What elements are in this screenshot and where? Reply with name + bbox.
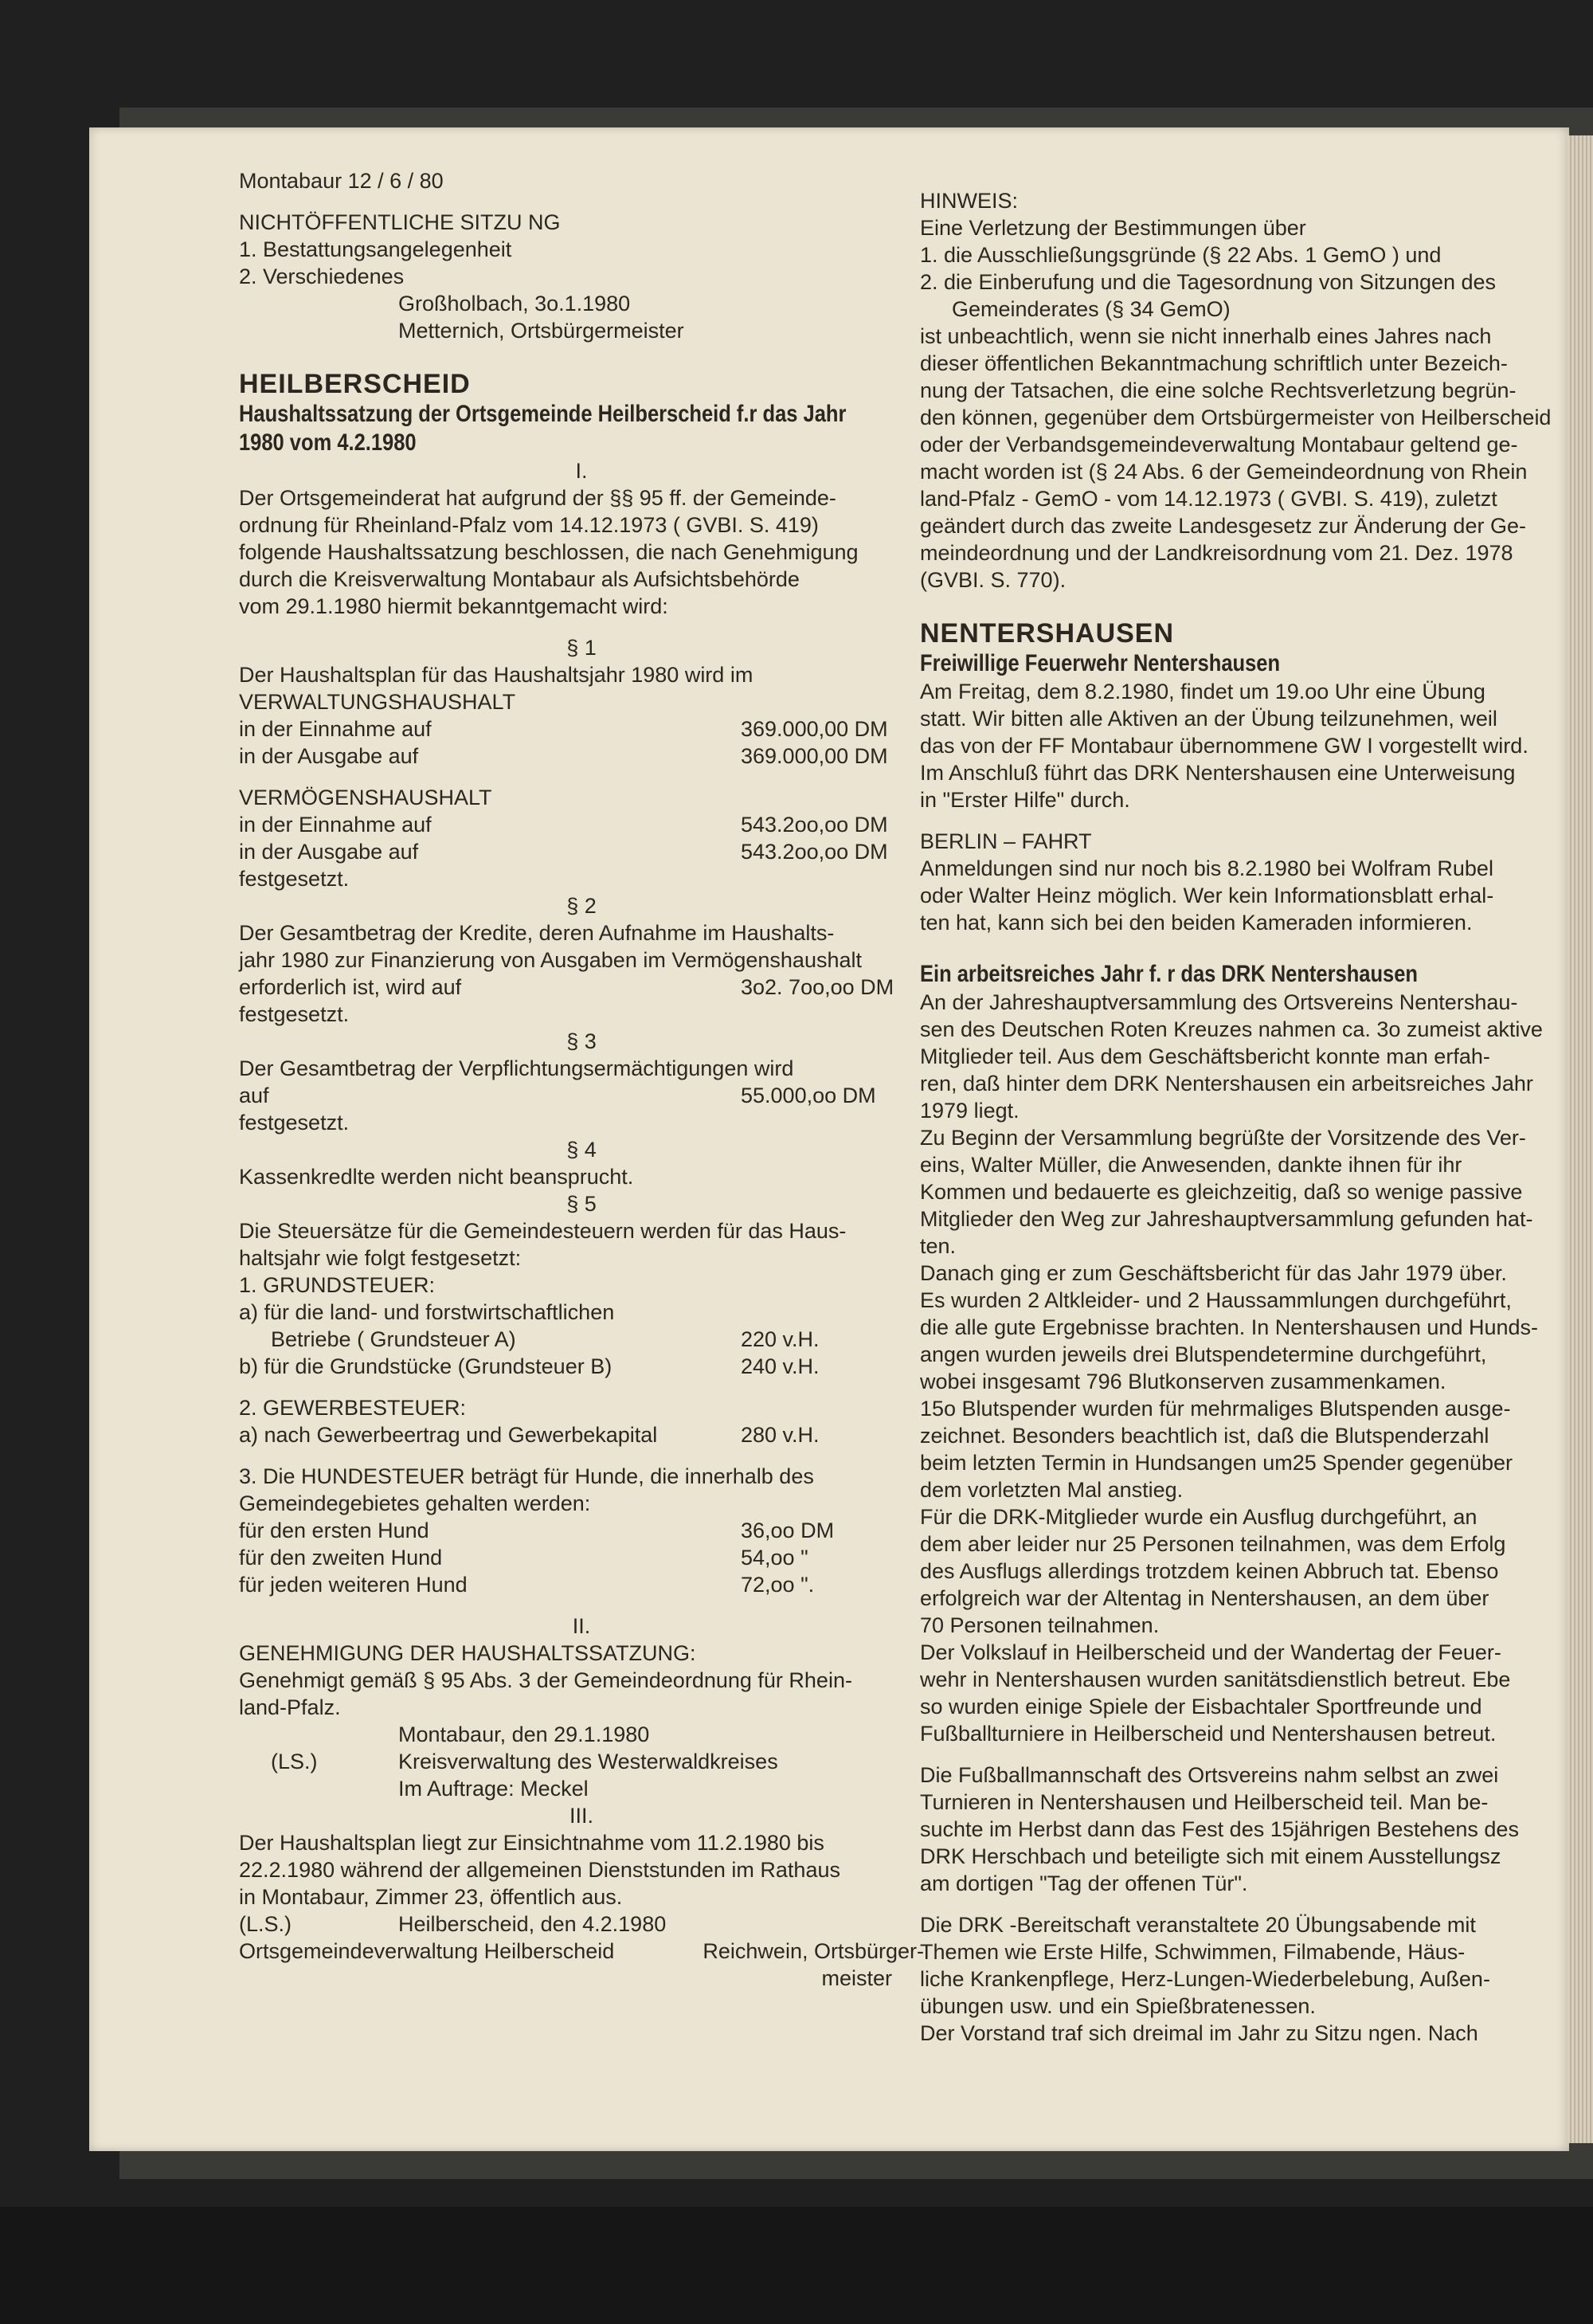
- notice-title: HINWEIS:: [920, 189, 1019, 213]
- drk-article-body-2: [920, 1762, 1557, 1897]
- berlin-trip-line: Anmeldungen sind nur noch bis 8.2.1980 bei Wolfram Rubel: [920, 856, 1493, 880]
- fire-brigade-line: in "Erster Hilfe" durch.: [920, 788, 1130, 812]
- fire-brigade-line: Im Anschluß führt das DRK Nentershausen eine Unterweisung: [920, 761, 1516, 785]
- tax-rate-label: Betriebe ( Grundsteuer A): [271, 1327, 516, 1351]
- fire-brigade-line: Am Freitag, dem 8.2.1980, findet um 19.oo Uhr eine Übung: [920, 680, 1485, 703]
- commitment-row: [239, 1082, 924, 1109]
- property-tax-a: a) für die land- und forstwirtschaftlichen: [239, 1300, 615, 1324]
- paragraph-3-closing: festgesetzt.: [239, 1111, 350, 1135]
- final-place: Heilberscheid, den 4.2.1980: [398, 1912, 667, 1936]
- right-column: [920, 187, 1557, 2047]
- berlin-trip-line: oder Walter Heinz möglich. Wer kein Informationsblatt erhal-: [920, 884, 1494, 907]
- article-line: dem aber leider nur 25 Personen teilnahmen, was dem Erfolg: [920, 1532, 1506, 1556]
- property-tax-title: 1. GRUNDSTEUER:: [239, 1273, 436, 1297]
- paragraph-2-label: § 2: [566, 894, 597, 918]
- budget-row-amount: 543.2oo,oo DM: [741, 813, 888, 837]
- final-admin: Ortsgemeindeverwaltung Heilberscheid: [239, 1939, 615, 1963]
- dog-tax-row: [239, 1517, 924, 1544]
- article-line: 70 Personen teilnahmen.: [920, 1613, 1160, 1637]
- article-line: die alle gute Ergebnisse brachten. In Nentershausen und Hunds-: [920, 1315, 1538, 1339]
- credit-row: [239, 974, 924, 1001]
- notice-line: 1. die Ausschließungsgründe (§ 22 Abs. 1 GemO ) und: [920, 243, 1442, 267]
- final-text: 22.2.1980 während der allgemeinen Dienststunden im Rathaus: [239, 1858, 840, 1882]
- scan-bottom-margin: [0, 2207, 1593, 2324]
- intro-line: vom 29.1.1980 hiermit bekanntgemacht wird:: [239, 594, 668, 618]
- article-line: 1979 liegt.: [920, 1099, 1020, 1123]
- tax-rate-label: a) nach Gewerbeertrag und Gewerbekapital: [239, 1423, 658, 1447]
- notice-line: Eine Verletzung der Bestimmungen über: [920, 216, 1306, 240]
- tax-rate-value: 220 v.H.: [741, 1327, 820, 1351]
- article-line: übungen usw. und ein Spießbratenessen.: [920, 1994, 1316, 2018]
- closed-session-title: NICHTÖFFENTLICHE SITZU NG: [239, 210, 561, 234]
- notice-line: geändert durch das zweite Landesgesetz zur Änderung der Ge-: [920, 514, 1526, 538]
- drk-article-title: Ein arbeitsreiches Jahr f. r das DRK Nentershausen: [920, 961, 1418, 987]
- budget-row-label: in der Ausgabe auf: [239, 744, 419, 768]
- budget-row-amount: 543.2oo,oo DM: [741, 840, 888, 864]
- seal-mark: (L.S.): [239, 1912, 292, 1936]
- budget-statute-title-2: 1980 vom 4.2.1980: [239, 429, 417, 456]
- article-line: des Ausflugs allerdings trotzdem keinen Abbruch tat. Ebenso: [920, 1559, 1499, 1583]
- final-admin-row: [239, 1938, 924, 1965]
- budget-row-amount: 369.000,00 DM: [741, 744, 888, 768]
- credit-row-amount: 3o2. 7oo,oo DM: [741, 975, 894, 999]
- paragraph-1-text: Der Haushaltsplan für das Haushaltsjahr 1980 wird im: [239, 663, 753, 687]
- paragraph-1-closing: festgesetzt.: [239, 867, 350, 891]
- dog-tax-row: [239, 1544, 924, 1571]
- closed-session-item: 2. Verschiedenes: [239, 265, 405, 288]
- dateline: Montabaur 12 / 6 / 80: [239, 169, 444, 193]
- dog-tax-label: für den zweiten Hund: [239, 1546, 443, 1570]
- budget-row: [239, 743, 924, 770]
- notice-line: oder der Verbandsgemeindeverwaltung Montabaur geltend ge-: [920, 433, 1518, 457]
- article-line: dem vorletzten Mal anstieg.: [920, 1478, 1184, 1502]
- tax-rate-row: [239, 1353, 924, 1380]
- approval-title: GENEHMIGUNG DER HAUSHALTSSATZUNG:: [239, 1641, 696, 1665]
- budget-row: [239, 715, 924, 743]
- paragraph-2-text: Der Gesamtbetrag der Kredite, deren Aufnahme im Haushalts-: [239, 921, 835, 945]
- paragraph-3-text: Der Gesamtbetrag der Verpflichtungsermächtigungen wird: [239, 1056, 794, 1080]
- roman-numeral-3: III.: [569, 1804, 593, 1828]
- final-signer-2: meister: [821, 1966, 892, 1990]
- roman-numeral-2: II.: [572, 1614, 591, 1638]
- fire-brigade-title: Freiwillige Feuerwehr Nentershausen: [920, 650, 1281, 676]
- section-heading-heilberscheid: HEILBERSCHEID: [239, 369, 471, 399]
- paragraph-4-label: § 4: [566, 1138, 597, 1162]
- article-line: Fußballturniere in Heilberscheid und Nentershausen betreut.: [920, 1722, 1497, 1746]
- article-line: eins, Walter Müller, die Anwesenden, dankte ihnen für ihr: [920, 1153, 1462, 1177]
- dog-tax-label: für den ersten Hund: [239, 1519, 429, 1542]
- article-line: liche Krankenpflege, Herz-Lungen-Wiederbelebung, Außen-: [920, 1967, 1490, 1991]
- article-line: Mitglieder den Weg zur Jahreshauptversammlung gefunden hat-: [920, 1207, 1533, 1231]
- article-line: wehr in Nentershausen wurden sanitätsdienstlich betreut. Ebe: [920, 1668, 1511, 1691]
- dog-tax-line: Gemeindegebietes gehalten werden:: [239, 1491, 591, 1515]
- approval-text: Genehmigt gemäß § 95 Abs. 3 der Gemeindeordnung für Rhein-: [239, 1668, 852, 1692]
- final-text: Der Haushaltsplan liegt zur Einsichtnahme vom 11.2.1980 bis: [239, 1831, 824, 1855]
- closed-session-item: 1. Bestattungsangelegenheit: [239, 237, 512, 261]
- article-line: zeichnet. Besonders beachtlich ist, daß die Blutspenderzahl: [920, 1424, 1489, 1448]
- article-line: angen wurden jeweils drei Blutspendetermine durchgeführt,: [920, 1342, 1487, 1366]
- dog-tax-line: 3. Die HUNDESTEUER beträgt für Hunde, die innerhalb des: [239, 1464, 814, 1488]
- dog-tax-amount: 72,oo ".: [741, 1573, 815, 1597]
- article-line: Die DRK -Bereitschaft veranstaltete 20 Übungsabende mit: [920, 1913, 1476, 1937]
- article-line: so wurden einige Spiele der Eisbachtaler Sportfreunde und: [920, 1695, 1482, 1719]
- tax-rate-row: [239, 1421, 924, 1448]
- budget-row: [239, 838, 924, 865]
- left-column: [239, 167, 924, 1992]
- article-line: Es wurden 2 Altkleider- und 2 Haussammlungen durchgeführt,: [920, 1288, 1512, 1312]
- intro-line: Der Ortsgemeinderat hat aufgrund der §§ 95 ff. der Gemeinde-: [239, 486, 836, 510]
- article-line: erfolgreich war der Altentag in Nentershausen, an dem über: [920, 1586, 1489, 1610]
- tax-rate-label: b) für die Grundstücke (Grundsteuer B): [239, 1354, 613, 1378]
- article-line: DRK Herschbach und beteiligte sich mit einem Ausstellungsz: [920, 1844, 1501, 1868]
- final-signer: Reichwein, Ortsbürger-: [703, 1939, 924, 1963]
- notice-line: 2. die Einberufung und die Tagesordnung von Sitzungen des: [920, 270, 1497, 294]
- notice-line: Gemeinderates (§ 34 GemO): [952, 297, 1231, 321]
- article-line: An der Jahreshauptversammlung des Ortsvereins Nentershau-: [920, 990, 1518, 1014]
- final-text: in Montabaur, Zimmer 23, öffentlich aus.: [239, 1885, 623, 1909]
- article-line: ren, daß hinter dem DRK Nentershausen ein arbeitsreiches Jahr: [920, 1072, 1533, 1095]
- article-line: suchte im Herbst dann das Fest des 15jährigen Bestehens des: [920, 1817, 1519, 1841]
- commitment-row-label: auf: [239, 1084, 269, 1107]
- article-line: beim letzten Termin in Hundsangen um25 Spender gegenüber: [920, 1451, 1513, 1475]
- approval-signed: Im Auftrage: Meckel: [398, 1777, 589, 1801]
- drk-article-body-3: [920, 1911, 1557, 2047]
- intro-line: folgende Haushaltssatzung beschlossen, die nach Genehmigung: [239, 540, 859, 564]
- paragraph-2-text: jahr 1980 zur Finanzierung von Ausgaben im Vermögenshaushalt: [239, 948, 862, 972]
- closed-session-place-date: Großholbach, 3o.1.1980: [398, 292, 631, 315]
- approval-place: Montabaur, den 29.1.1980: [398, 1722, 650, 1746]
- notice-line: ist unbeachtlich, wenn sie nicht innerhalb eines Jahres nach: [920, 324, 1492, 348]
- final-signature: [239, 1911, 924, 1938]
- budget-row-label: in der Ausgabe auf: [239, 840, 419, 864]
- article-line: Turnieren in Nentershausen und Heilberscheid teil. Man be-: [920, 1790, 1489, 1814]
- capital-budget-title: VERMÖGENSHAUSHALT: [239, 786, 492, 809]
- dog-tax-amount: 54,oo ": [741, 1546, 808, 1570]
- dog-tax-label: für jeden weiteren Hund: [239, 1573, 468, 1597]
- paragraph-5-text: haltsjahr wie folgt festgesetzt:: [239, 1246, 522, 1270]
- article-line: Danach ging er zum Geschäftsbericht für das Jahr 1979 über.: [920, 1261, 1507, 1285]
- page-stack-edge: [1568, 135, 1593, 2143]
- article-line: Themen wie Erste Hilfe, Schwimmen, Filmabende, Häus-: [920, 1940, 1466, 1964]
- article-line: sen des Deutschen Roten Kreuzes nahmen ca. 3o zumeist aktive: [920, 1017, 1543, 1041]
- notice-line: macht worden ist (§ 24 Abs. 6 der Gemeindeordnung von Rhein: [920, 460, 1528, 484]
- drk-article-body: [920, 989, 1557, 1747]
- fire-brigade-line: statt. Wir bitten alle Aktiven an der Übung teilzunehmen, weil: [920, 707, 1497, 731]
- tax-rate-value: 280 v.H.: [741, 1423, 820, 1447]
- article-line: am dortigen "Tag der offenen Tür".: [920, 1871, 1248, 1895]
- article-line: Der Volkslauf in Heilberscheid und der Wandertag der Feuer-: [920, 1640, 1501, 1664]
- budget-row: [239, 811, 924, 838]
- budget-statute-title: Haushaltssatzung der Ortsgemeinde Heilberscheid f.r das Jahr: [239, 401, 847, 427]
- budget-row-label: in der Einnahme auf: [239, 717, 432, 741]
- intro-line: durch die Kreisverwaltung Montabaur als Aufsichtsbehörde: [239, 567, 800, 591]
- paragraph-1-label: § 1: [566, 636, 597, 660]
- closed-session-signer: Metternich, Ortsbürgermeister: [398, 319, 684, 343]
- roman-numeral-1: I.: [575, 459, 588, 483]
- paragraph-4-text: Kassenkredlte werden nicht beansprucht.: [239, 1165, 634, 1189]
- budget-row-label: in der Einnahme auf: [239, 813, 432, 837]
- article-line: Mitglieder teil. Aus dem Geschäftsbericht konnte man erfah-: [920, 1044, 1490, 1068]
- paragraph-5-text: Die Steuersätze für die Gemeindesteuern werden für das Haus-: [239, 1219, 847, 1243]
- dog-tax-row: [239, 1571, 924, 1598]
- notice-line: meindeordnung und der Landkreisordnung vom 21. Dez. 1978: [920, 541, 1513, 565]
- paragraph-5-label: § 5: [566, 1192, 597, 1216]
- approval-signature: [239, 1748, 924, 1775]
- tax-rate-row: [239, 1326, 924, 1353]
- credit-row-label: erforderlich ist, wird auf: [239, 975, 462, 999]
- paragraph-2-closing: festgesetzt.: [239, 1002, 350, 1026]
- budget-row-amount: 369.000,00 DM: [741, 717, 888, 741]
- approval-text: land-Pfalz.: [239, 1695, 341, 1719]
- fire-brigade-line: das von der FF Montabaur übernommene GW I vorgestellt wird.: [920, 734, 1528, 758]
- article-line: wobei insgesamt 796 Blutkonserven zusammenkamen.: [920, 1370, 1446, 1393]
- article-line: ten.: [920, 1234, 957, 1258]
- article-line: 15o Blutspender wurden für mehrmaliges Blutspenden ausge-: [920, 1397, 1511, 1421]
- notice-line: land-Pfalz - GemO - vom 14.12.1973 ( GVBI. S. 419), zuletzt: [920, 487, 1497, 511]
- article-line: Für die DRK-Mitglieder wurde ein Ausflug durchgeführt, an: [920, 1505, 1478, 1529]
- seal-mark: (LS.): [271, 1750, 318, 1773]
- intro-line: ordnung für Rheinland-Pfalz vom 14.12.1973 ( GVBI. S. 419): [239, 513, 819, 537]
- tax-rate-value: 240 v.H.: [741, 1354, 820, 1378]
- berlin-trip-title: BERLIN – FAHRT: [920, 829, 1092, 853]
- notice-line: (GVBI. S. 770).: [920, 568, 1067, 592]
- section-heading-nentershausen: NENTERSHAUSEN: [920, 618, 1175, 649]
- article-line: Der Vorstand traf sich dreimal im Jahr zu Sitzu ngen. Nach: [920, 2021, 1478, 2045]
- notice-line: nung der Tatsachen, die eine solche Rechtsverletzung begrün-: [920, 378, 1517, 402]
- approval-authority: Kreisverwaltung des Westerwaldkreises: [398, 1750, 778, 1773]
- berlin-trip-line: ten hat, kann sich bei den beiden Kameraden informieren.: [920, 911, 1473, 935]
- trade-tax-title: 2. GEWERBESTEUER:: [239, 1396, 467, 1420]
- commitment-row-amount: 55.000,oo DM: [741, 1084, 876, 1107]
- notice-line: dieser öffentlichen Bekanntmachung schriftlich unter Bezeich-: [920, 351, 1508, 375]
- article-line: Die Fußballmannschaft des Ortsvereins nahm selbst an zwei: [920, 1763, 1499, 1787]
- paragraph-3-label: § 3: [566, 1029, 597, 1053]
- article-line: Kommen und bedauerte es gleichzeitig, daß so wenige passive: [920, 1180, 1523, 1204]
- admin-budget-title: VERWALTUNGSHAUSHALT: [239, 690, 516, 714]
- dog-tax-amount: 36,oo DM: [741, 1519, 835, 1542]
- article-line: Zu Beginn der Versammlung begrüßte der Vorsitzende des Ver-: [920, 1126, 1526, 1150]
- notice-line: den können, gegenüber dem Ortsbürgermeister von Heilberscheid: [920, 406, 1552, 429]
